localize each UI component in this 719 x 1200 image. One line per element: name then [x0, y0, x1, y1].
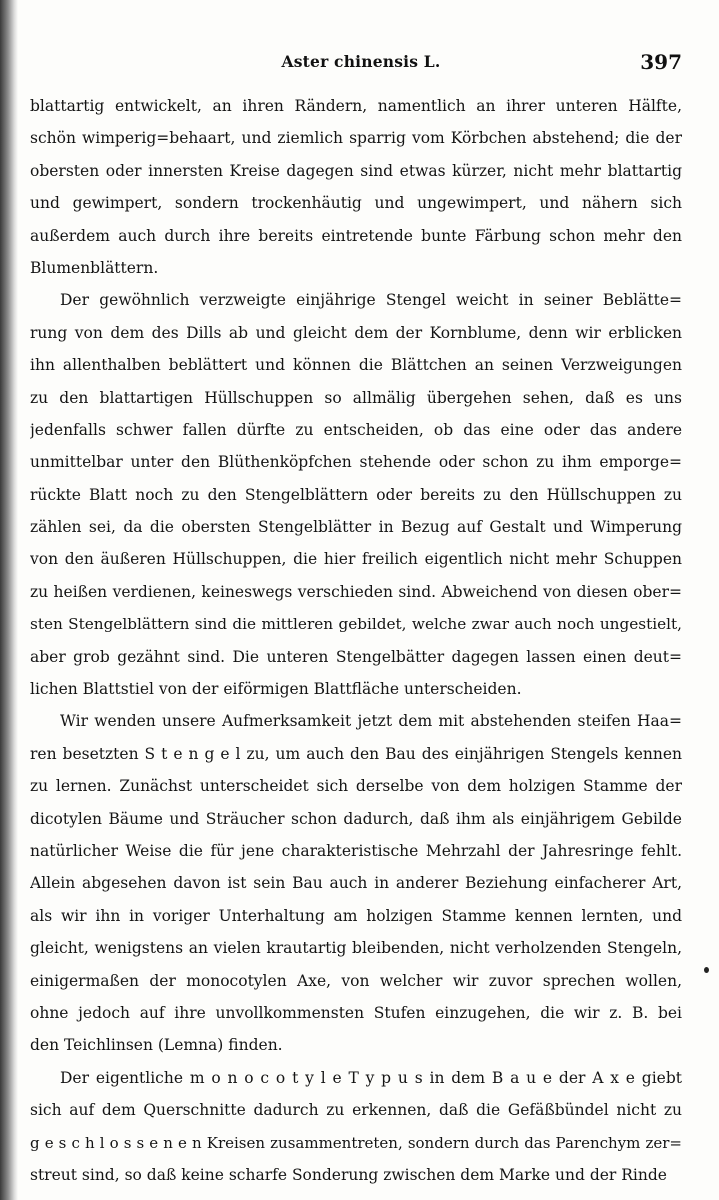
text-line: zu lernen. Zunächst unterscheidet sich derselbe von dem holzigen Stamme der	[30, 777, 682, 796]
text-line: blattartig entwickelt, an ihren Rändern, namentlich an ihrer unteren Hälfte,	[30, 97, 682, 115]
text-line: außerdem auch durch ihre bereits eintretende bunte Färbung schon mehr den	[30, 226, 682, 245]
text-line: streut sind, so daß keine scharfe Sonderung zwischen dem Marke und der Rinde	[30, 1165, 667, 1184]
body-text	[30, 90, 682, 1191]
page-header	[40, 48, 682, 78]
text-line: jedenfalls schwer fallen dürfte zu entscheiden, ob das eine oder das andere	[30, 420, 682, 439]
page-number: 397	[640, 50, 682, 74]
text-line: aber grob gezähnt sind. Die unteren Stengelbätter dagegen lassen einen deut=	[30, 647, 682, 666]
text-line: lichen Blattstiel von der eiförmigen Blattfläche unterscheiden.	[30, 680, 522, 699]
text-line: Wir wenden unsere Aufmerksamkeit jetzt dem mit abstehenden steifen Haa=	[60, 712, 682, 731]
text-line: sich auf dem Querschnitte dadurch zu erkennen, daß die Gefäßbündel nicht zu	[30, 1101, 682, 1120]
paragraph	[30, 705, 682, 1061]
text-line: natürlicher Weise die für jene charakteristische Mehrzahl der Jahresringe fehlt.	[30, 841, 682, 860]
text-line: ohne jedoch auf ihre unvollkommensten Stufen einzugehen, die wir z. B. bei	[30, 1003, 682, 1022]
text-line: Der eigentliche m o n o c o t y l e T y p u s in dem B a u e der A x e giebt	[60, 1068, 682, 1087]
page-gutter-shadow	[0, 0, 18, 1200]
running-head: Aster chinensis L.	[281, 52, 441, 71]
text-line: Allein abgesehen davon ist sein Bau auch in anderer Beziehung einfacherer Art,	[30, 874, 682, 893]
text-line: unmittelbar unter den Blüthenköpfchen stehende oder schon zu ihm emporge=	[30, 453, 682, 472]
text-line: gleicht, wenigstens an vielen krautartig bleibenden, nicht verholzenden Stengeln,	[30, 939, 682, 958]
text-line: sten Stengelblättern sind die mittleren gebildet, welche zwar auch noch ungestielt,	[30, 615, 682, 634]
text-line: von den äußeren Hüllschuppen, die hier freilich eigentlich nicht mehr Schuppen	[30, 550, 682, 569]
text-line: einigermaßen der monocotylen Axe, von welcher wir zuvor sprechen wollen,	[30, 971, 682, 990]
text-line: zu den blattartigen Hüllschuppen so allmälig übergehen sehen, daß es uns	[30, 388, 682, 407]
text-line: Der gewöhnlich verzweigte einjährige Stengel weicht in seiner Beblätte=	[60, 291, 682, 310]
paragraph	[30, 1062, 682, 1192]
text-line: zählen sei, da die obersten Stengelblätter in Bezug auf Gestalt und Wimperung	[30, 518, 682, 537]
text-line: den Teichlinsen (Lemna) finden.	[30, 1036, 283, 1055]
text-line: als wir ihn in voriger Unterhaltung am holzigen Stamme kennen lernten, und	[30, 906, 682, 925]
text-line: Blumenblättern.	[30, 258, 159, 277]
text-line: obersten oder innersten Kreise dagegen sind etwas kürzer, nicht mehr blattartig	[30, 161, 682, 180]
paragraph	[30, 284, 682, 705]
text-line: ihn allenthalben beblättert und können die Blättchen an seinen Verzweigungen	[30, 356, 682, 375]
text-line: schön wimperig=behaart, und ziemlich sparrig vom Körbchen abstehend; die der	[30, 129, 682, 148]
text-line: dicotylen Bäume und Sträucher schon dadurch, daß ihm als einjährigem Gebilde	[30, 809, 682, 828]
text-line: g e s c h l o s s e n e n Kreisen zusammentreten, sondern durch das Parenchym zer=	[30, 1133, 682, 1152]
paragraph	[30, 90, 682, 284]
text-line: rung von dem des Dills ab und gleicht dem der Kornblume, denn wir erblicken	[30, 323, 682, 342]
text-line: zu heißen verdienen, keineswegs verschieden sind. Abweichend von diesen ober=	[30, 582, 682, 601]
text-line: rückte Blatt noch zu den Stengelblättern oder bereits zu den Hüllschuppen zu	[30, 485, 682, 504]
text-line: ren besetzten S t e n g e l zu, um auch den Bau des einjährigen Stengels kennen	[30, 744, 682, 763]
text-line: und gewimpert, sondern trockenhäutig und ungewimpert, und nähern sich	[30, 194, 682, 213]
ink-speck	[704, 967, 709, 973]
